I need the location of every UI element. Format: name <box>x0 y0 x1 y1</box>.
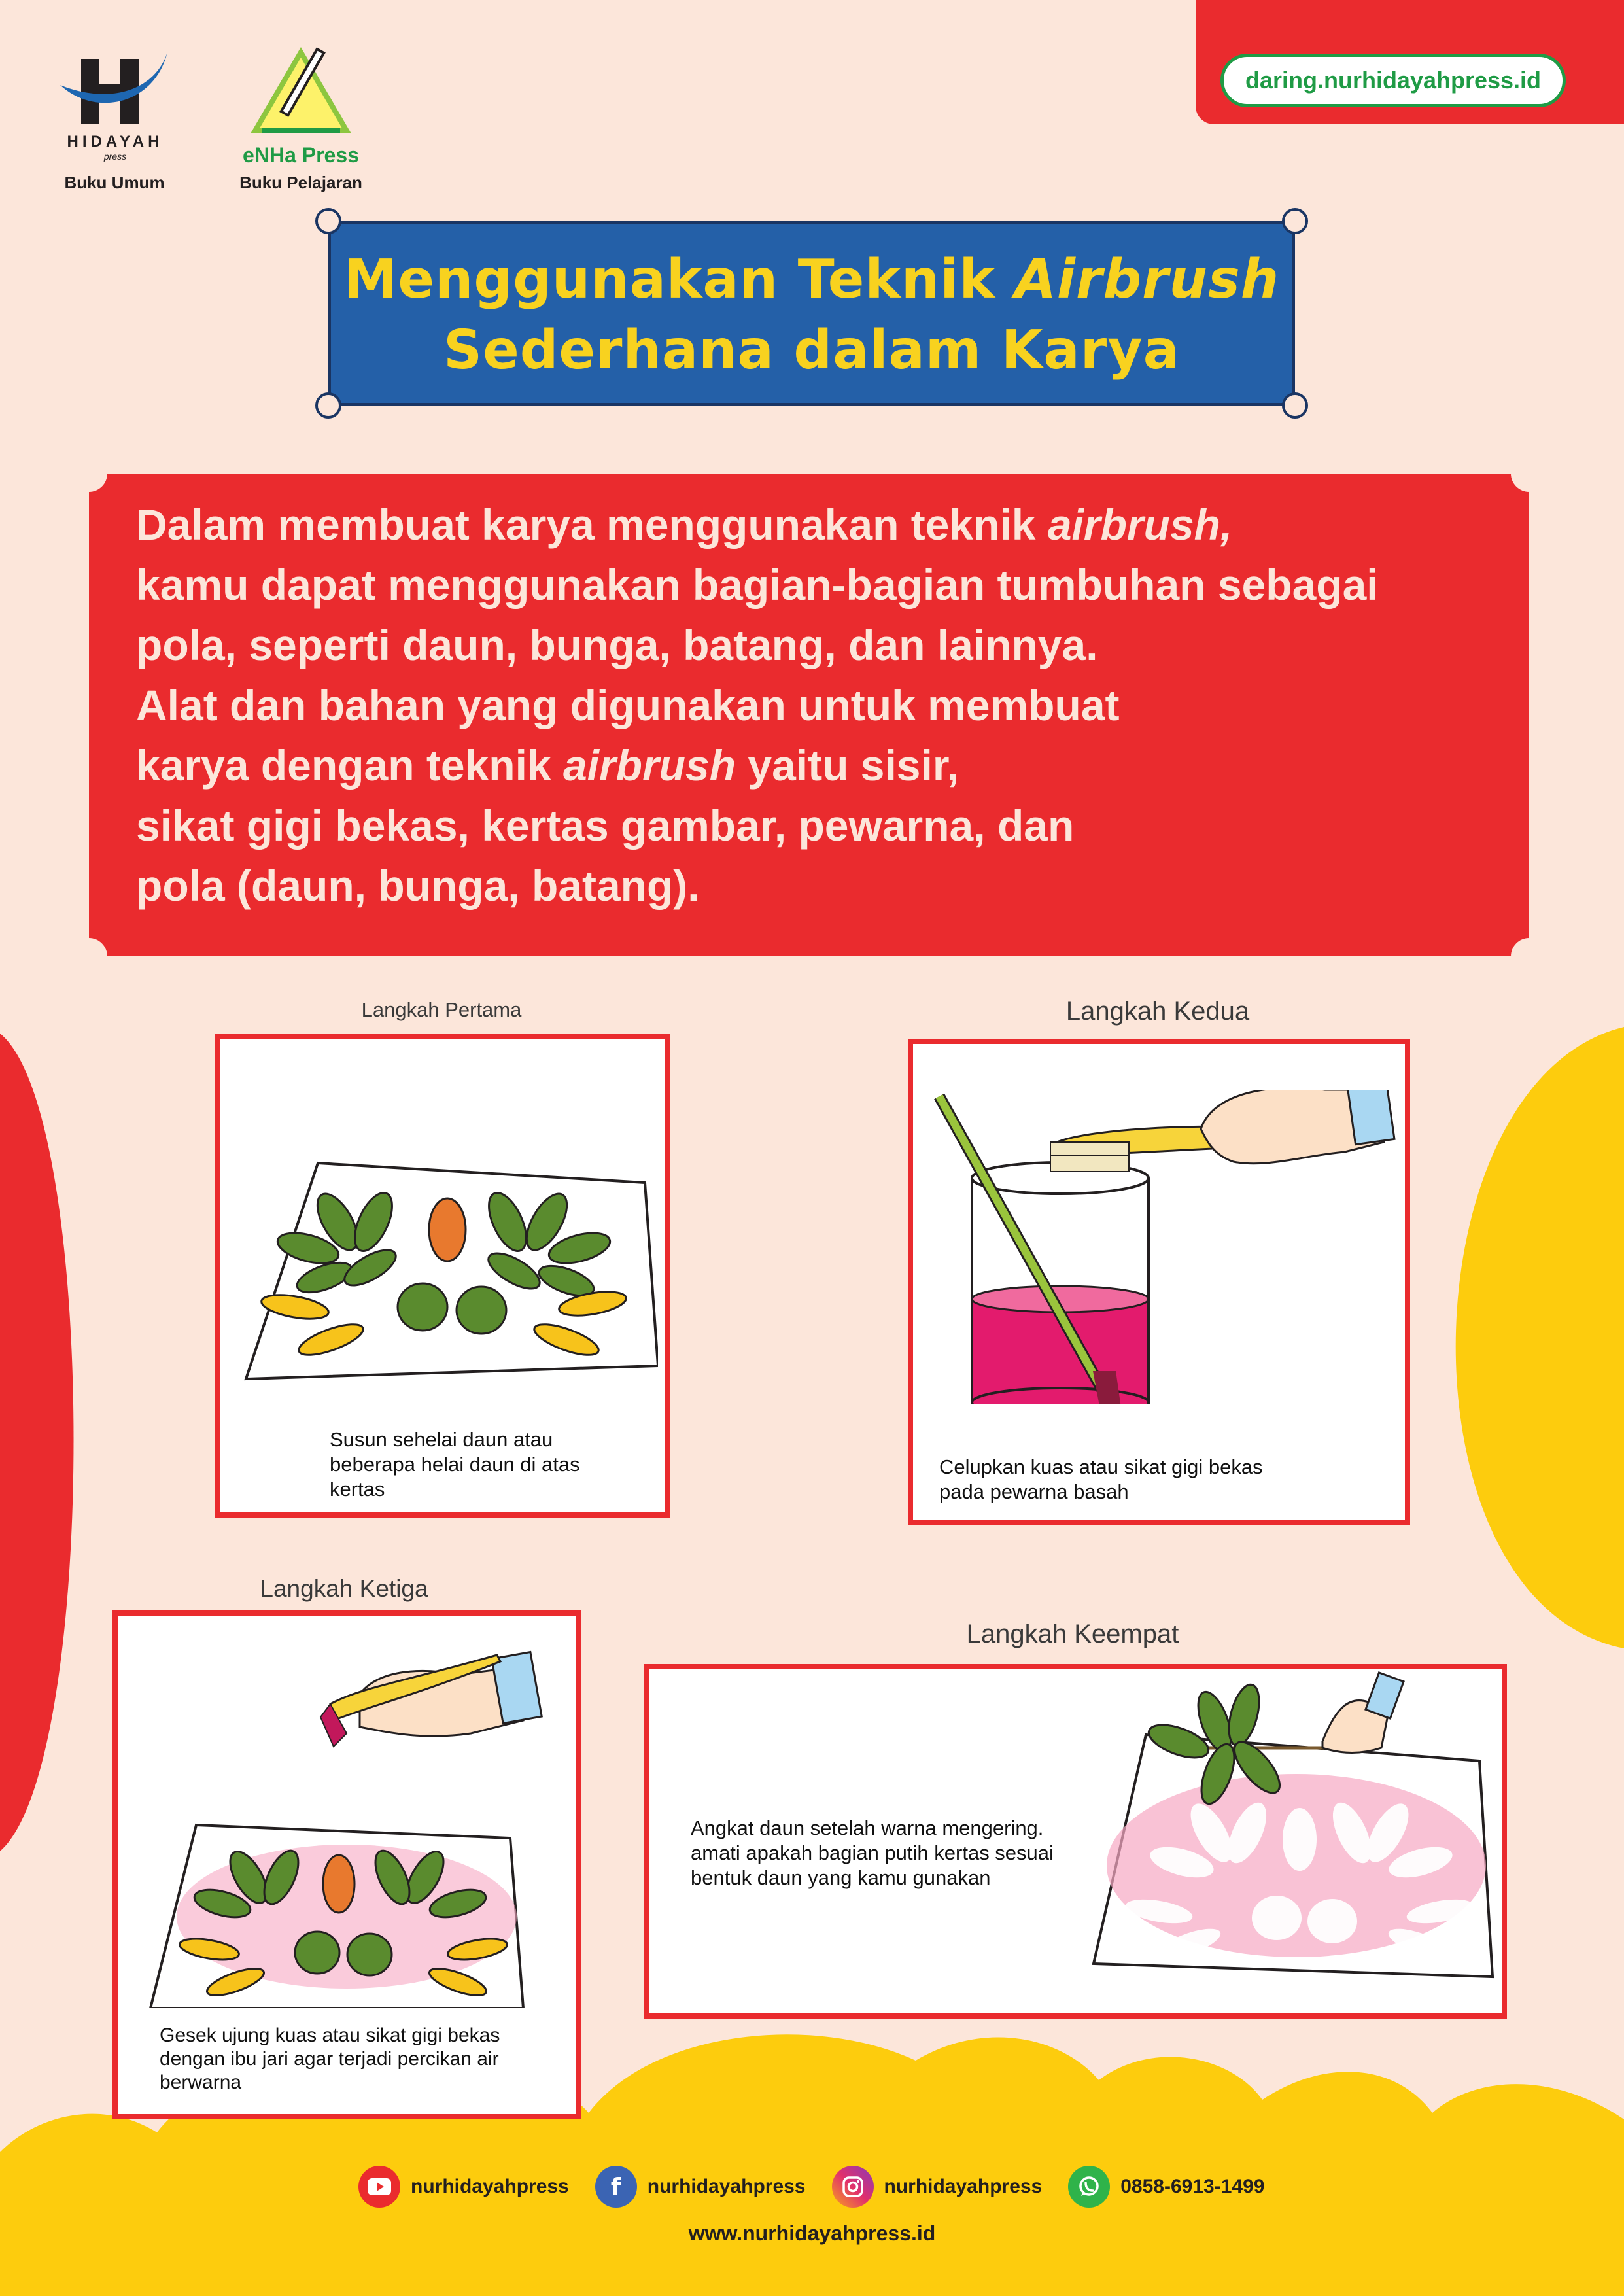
step-4-caption-line-2: amati apakah bagian putih kertas sesuai <box>691 1841 1054 1864</box>
left-red-half-circle <box>0 1034 74 1851</box>
step-1-caption-line-2: beberapa helai daun di atas <box>330 1453 580 1476</box>
intro-line-5 <box>136 740 959 790</box>
facebook-link[interactable] <box>595 2166 806 2208</box>
title-line-1 <box>331 249 1292 311</box>
whatsapp-icon <box>1068 2166 1110 2208</box>
intro-line-7: pola (daun, bunga, batang). <box>136 861 700 910</box>
website-link[interactable]: daring.nurhidayahpress.id <box>1220 54 1566 107</box>
step-4-illustration <box>1074 1669 1506 2009</box>
whatsapp-number: 0858-6913-1499 <box>1120 2176 1265 2197</box>
step-3-caption-line-1: Gesek ujung kuas atau sikat gigi bekas <box>160 2025 500 2046</box>
step-4-caption <box>691 1816 1054 1890</box>
intro-line-6: sikat gigi bekas, kertas gambar, pewarna, dan <box>136 801 1075 850</box>
intro-line-1 <box>136 500 1232 549</box>
step-1-label: Langkah Pertama <box>361 998 522 1021</box>
instagram-icon <box>832 2166 874 2208</box>
step-1-card <box>215 1034 670 1518</box>
hidayah-sub: press <box>103 151 127 162</box>
step-3-caption-line-3: berwarna <box>160 2072 242 2093</box>
intro-line-2: kamu dapat menggunakan bagian-bagian tumbuhan sebagai <box>136 561 1379 609</box>
intro-line-1-text: Dalam membuat karya menggunakan teknik <box>136 500 1048 549</box>
step-3-label: Langkah Ketiga <box>260 1575 428 1602</box>
step-4-label: Langkah Keempat <box>966 1620 1179 1648</box>
step-3-caption-line-2: dengan ibu jari agar terjadi percikan air <box>160 2048 499 2070</box>
step-1-caption-line-3: kertas <box>330 1478 385 1501</box>
title-line-1-italic: Airbrush <box>1014 249 1280 311</box>
intro-line-5-text: karya dengan teknik <box>136 741 563 790</box>
step-2-caption-line-1: Celupkan kuas atau sikat gigi bekas <box>939 1455 1263 1478</box>
step-4-caption-line-3: bentuk daun yang kamu gunakan <box>691 1866 991 1889</box>
facebook-handle: nurhidayahpress <box>647 2176 806 2197</box>
facebook-icon: f <box>595 2166 637 2208</box>
step-1-illustration <box>239 1157 658 1392</box>
enha-logo-mark <box>235 39 366 144</box>
youtube-link[interactable] <box>358 2166 569 2208</box>
step-1-caption-line-1: Susun sehelai daun atau <box>330 1428 553 1451</box>
step-3-illustration <box>131 1642 576 2008</box>
step-2-card <box>908 1039 1410 1525</box>
whatsapp-link[interactable] <box>1068 2166 1264 2208</box>
hidayah-logo <box>56 46 174 164</box>
enha-logo <box>235 39 366 170</box>
step-1-caption <box>330 1427 580 1502</box>
social-bar <box>358 2164 1274 2210</box>
step-2-illustration <box>926 1090 1397 1404</box>
hidayah-name: HIDAYAH <box>67 133 164 150</box>
enha-name: eNHa Press <box>243 143 359 167</box>
instagram-handle: nurhidayahpress <box>884 2176 1043 2197</box>
title-banner <box>328 221 1295 406</box>
hidayah-logo-mark <box>56 46 174 131</box>
intro-line-1-italic: airbrush, <box>1047 500 1233 549</box>
right-yellow-half-circle <box>1456 1027 1624 1648</box>
step-4-caption-line-1: Angkat daun setelah warna mengering. <box>691 1817 1044 1839</box>
youtube-handle: nurhidayahpress <box>411 2176 569 2197</box>
step-3-card <box>112 1610 581 2119</box>
title-line-1-text: Menggunakan Teknik <box>343 249 1015 311</box>
intro-line-3: pola, seperti daun, bunga, batang, dan lainnya. <box>136 621 1098 669</box>
enha-category: Buku Pelajaran <box>239 173 362 192</box>
intro-line-5-italic: airbrush <box>562 741 736 790</box>
title-line-2: Sederhana dalam Karya <box>443 319 1180 381</box>
hidayah-category: Buku Umum <box>64 173 165 192</box>
step-2-caption <box>939 1455 1263 1505</box>
footer-website[interactable]: www.nurhidayahpress.id <box>688 2221 936 2245</box>
instagram-link[interactable] <box>832 2166 1043 2208</box>
step-2-label: Langkah Kedua <box>1065 997 1250 1026</box>
intro-line-5-suffix: yaitu sisir, <box>736 741 959 790</box>
youtube-icon <box>358 2166 400 2208</box>
step-3-caption <box>160 2024 500 2095</box>
intro-box <box>89 474 1529 956</box>
step-2-caption-line-2: pada pewarna basah <box>939 1480 1129 1503</box>
step-4-card <box>644 1664 1507 2019</box>
intro-line-4: Alat dan bahan yang digunakan untuk membuat <box>136 681 1120 729</box>
